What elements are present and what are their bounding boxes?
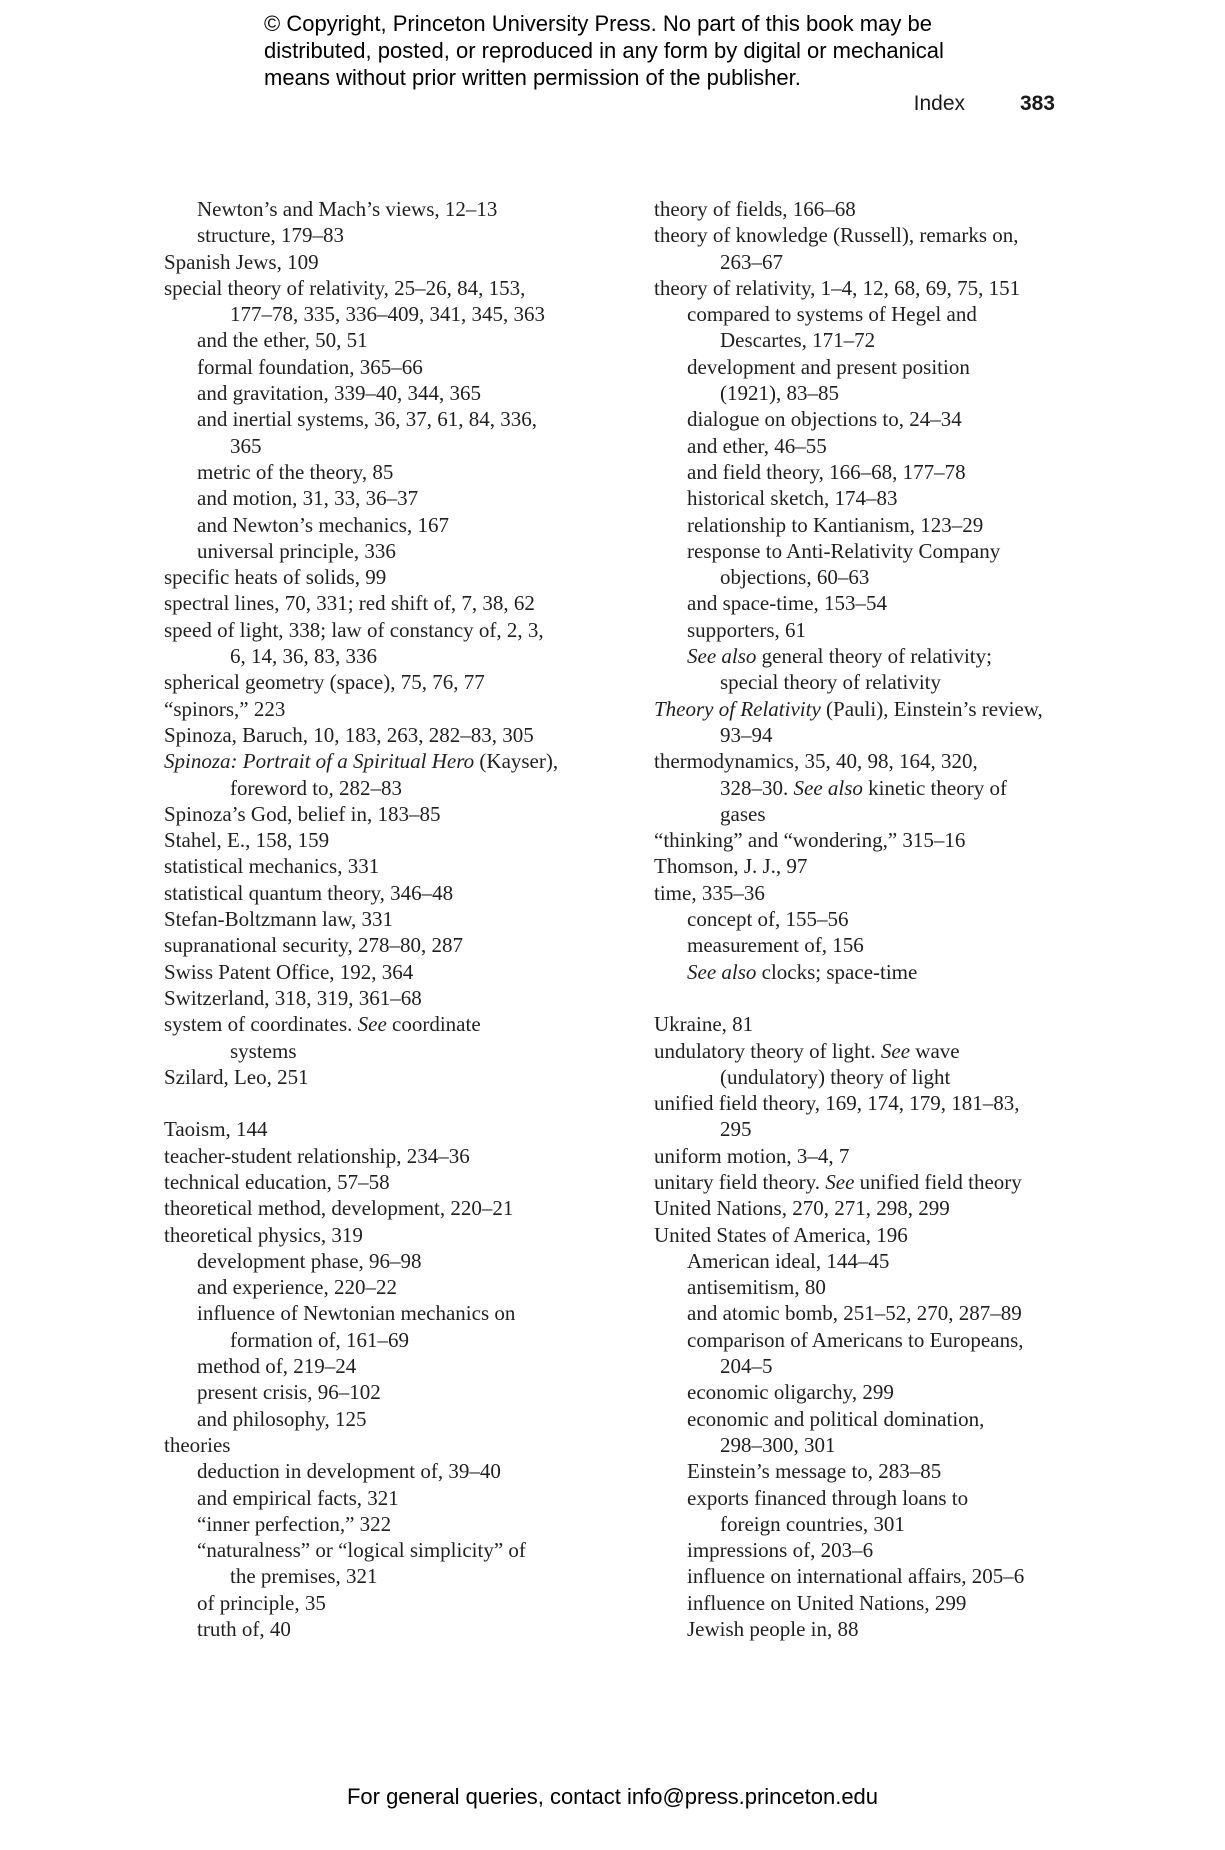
- index-column-left: [164, 196, 634, 1642]
- index-subentry: [654, 380, 1074, 406]
- index-subentry: [164, 1511, 634, 1537]
- entry-text: American ideal, 144–45: [687, 1248, 890, 1273]
- index-subentry: [164, 301, 634, 327]
- entry-text: Einstein’s message to, 283–85: [687, 1459, 942, 1484]
- entry-text: metric of the theory, 85: [197, 459, 394, 484]
- entry-text: antisemitism, 80: [687, 1275, 826, 1300]
- index-subentry: [164, 433, 634, 459]
- index-subentry: [654, 1485, 1074, 1511]
- entry-text: spectral lines, 70, 331; red shift of, 7, 38, 62: [164, 591, 535, 616]
- letter-group-gap: [164, 1090, 634, 1116]
- entry-text: formation of, 161–69: [230, 1327, 410, 1352]
- entry-text: comparison of Americans to Europeans,: [687, 1327, 1024, 1352]
- index-subentry: [164, 1274, 634, 1300]
- entry-text: Szilard, Leo, 251: [164, 1064, 309, 1089]
- copyright-line: means without prior written permission of the publisher.: [264, 65, 801, 90]
- running-head: [0, 92, 1225, 122]
- entry-text: deduction in development of, 39–40: [197, 1459, 501, 1484]
- entry-text: Spinoza, Baruch, 10, 183, 263, 282–83, 305: [164, 722, 534, 747]
- index-subentry: [654, 959, 1074, 985]
- index-subentry: [164, 459, 634, 485]
- entry-text: and philosophy, 125: [197, 1406, 367, 1431]
- entry-text: system of coordinates.: [164, 1012, 358, 1037]
- index-subentry: [164, 354, 634, 380]
- entry-text: United Nations, 270, 271, 298, 299: [654, 1196, 950, 1221]
- index-entry: [164, 1011, 634, 1037]
- entry-text: formal foundation, 365–66: [197, 354, 423, 379]
- index-entry: [164, 696, 634, 722]
- index-entry: [164, 906, 634, 932]
- index-subentry: [164, 485, 634, 511]
- entry-text: Swiss Patent Office, 192, 364: [164, 959, 414, 984]
- entry-text: exports financed through loans to: [687, 1485, 969, 1510]
- index-subentry: [164, 1563, 634, 1589]
- entry-text: 263–67: [720, 249, 783, 274]
- index-entry: [164, 1064, 634, 1090]
- index-subentry: [164, 1406, 634, 1432]
- index-subentry: [164, 512, 634, 538]
- index-subentry: [164, 775, 634, 801]
- entry-text: Spinoza’s God, belief in, 183–85: [164, 801, 441, 826]
- entry-text: systems: [230, 1038, 297, 1063]
- index-subentry: [654, 354, 1074, 380]
- index-subentry: [654, 1563, 1074, 1589]
- index-subentry: [164, 1537, 634, 1563]
- index-subentry: [654, 512, 1074, 538]
- entry-text: Jewish people in, 88: [687, 1617, 859, 1642]
- index-entry: [654, 1090, 1074, 1116]
- index-entry: [654, 827, 1074, 853]
- index-subentry: [654, 1616, 1074, 1642]
- entry-text: (undulatory) theory of light: [720, 1064, 951, 1089]
- index-subentry: [164, 538, 634, 564]
- index-subentry: [164, 406, 634, 432]
- copyright-line: © Copyright, Princeton University Press. No part of this book may be: [264, 11, 932, 36]
- entry-text: influence on United Nations, 299: [687, 1590, 967, 1615]
- entry-text: United States of America, 196: [654, 1222, 908, 1247]
- page-number: 383: [1019, 92, 1055, 115]
- entry-text: special theory of relativity, 25–26, 84, 153,: [164, 275, 526, 300]
- index-subentry: [654, 564, 1074, 590]
- italic-text: See: [880, 1038, 911, 1063]
- index-entry: [164, 827, 634, 853]
- index-entry: [164, 801, 634, 827]
- index-subentry: [164, 1300, 634, 1326]
- entry-text: and ether, 46–55: [687, 433, 827, 458]
- entry-text: foreword to, 282–83: [230, 775, 403, 800]
- letter-group-gap: [654, 985, 1074, 1011]
- index-entry: [164, 1116, 634, 1142]
- index-entry: [164, 617, 634, 643]
- entry-text: and gravitation, 339–40, 344, 365: [197, 381, 482, 406]
- index-entry: [654, 696, 1074, 722]
- entry-text: and experience, 220–22: [197, 1275, 398, 1300]
- index-entry: [654, 1169, 1074, 1195]
- entry-text: “thinking” and “wondering,” 315–16: [654, 828, 966, 853]
- entry-text: statistical quantum theory, 346–48: [164, 880, 454, 905]
- entry-text: foreign countries, 301: [720, 1511, 905, 1536]
- index-entry: [164, 1432, 634, 1458]
- entry-text: economic and political domination,: [687, 1406, 985, 1431]
- index-entry: [164, 590, 634, 616]
- entry-text: teacher-student relationship, 234–36: [164, 1143, 470, 1168]
- entry-text: “spinors,” 223: [164, 696, 286, 721]
- entry-text: truth of, 40: [197, 1617, 291, 1642]
- entry-text: unified field theory: [854, 1169, 1022, 1194]
- index-entry: [654, 222, 1074, 248]
- entry-text: theory of relativity, 1–4, 12, 68, 69, 75, 151: [654, 275, 1021, 300]
- index-entry: [654, 1011, 1074, 1037]
- index-subentry: [164, 1379, 634, 1405]
- entry-text: clocks; space-time: [756, 959, 918, 984]
- index-subentry: [654, 669, 1074, 695]
- entry-text: dialogue on objections to, 24–34: [687, 407, 962, 432]
- index-subentry: [164, 1616, 634, 1642]
- index-entry: [164, 959, 634, 985]
- entry-text: and motion, 31, 33, 36–37: [197, 486, 419, 511]
- italic-text: Spinoza: Portrait of a Spiritual Hero: [164, 749, 475, 774]
- index-entry: [164, 564, 634, 590]
- entry-text: specific heats of solids, 99: [164, 565, 387, 590]
- entry-text: supranational security, 278–80, 287: [164, 933, 463, 958]
- index-subentry: [654, 1406, 1074, 1432]
- index-entry: [654, 1143, 1074, 1169]
- index-subentry: [164, 196, 634, 222]
- index-entry: [164, 880, 634, 906]
- index-entry: [164, 1143, 634, 1169]
- entry-text: supporters, 61: [687, 617, 806, 642]
- index-subentry: [654, 538, 1074, 564]
- running-head-section: Index: [913, 92, 965, 115]
- italic-text: See: [357, 1012, 387, 1037]
- index-subentry: [654, 485, 1074, 511]
- entry-text: theory of knowledge (Russell), remarks on,: [654, 223, 1019, 248]
- index-subentry: [654, 249, 1074, 275]
- entry-text: unified field theory, 169, 174, 179, 181–83,: [654, 1091, 1020, 1116]
- entry-text: 177–78, 335, 336–409, 341, 345, 363: [230, 302, 545, 327]
- entry-text: Switzerland, 318, 319, 361–68: [164, 985, 422, 1010]
- index-subentry: [654, 1274, 1074, 1300]
- index-entry: [164, 853, 634, 879]
- entry-text: gases: [720, 801, 766, 826]
- entry-text: and Newton’s mechanics, 167: [197, 512, 449, 537]
- index-subentry: [164, 1458, 634, 1484]
- italic-text: See: [825, 1169, 855, 1194]
- index-subentry: [164, 1327, 634, 1353]
- index-entry: [654, 196, 1074, 222]
- entry-text: technical education, 57–58: [164, 1169, 390, 1194]
- entry-text: 93–94: [720, 722, 773, 747]
- entry-text: and space-time, 153–54: [687, 591, 888, 616]
- entry-text: theories: [164, 1432, 231, 1457]
- index-subentry: [654, 906, 1074, 932]
- entry-text: objections, 60–63: [720, 565, 870, 590]
- entry-text: “naturalness” or “logical simplicity” of: [197, 1538, 526, 1563]
- entry-text: influence of Newtonian mechanics on: [197, 1301, 516, 1326]
- index-subentry: [654, 1064, 1074, 1090]
- index-entry: [164, 1222, 634, 1248]
- entry-text: 298–300, 301: [720, 1432, 836, 1457]
- copyright-notice: [264, 10, 1024, 91]
- entry-text: speed of light, 338; law of constancy of, 2, 3,: [164, 617, 544, 642]
- index-entry: [164, 748, 634, 774]
- index-subentry: [654, 1353, 1074, 1379]
- index-subentry: [654, 1300, 1074, 1326]
- entry-text: and inertial systems, 36, 37, 61, 84, 336,: [197, 407, 538, 432]
- entry-text: method of, 219–24: [197, 1354, 357, 1379]
- index-subentry: [654, 459, 1074, 485]
- entry-text: time, 335–36: [654, 880, 765, 905]
- index-subentry: [654, 1327, 1074, 1353]
- index-entry: [654, 1222, 1074, 1248]
- entry-text: coordinate: [386, 1012, 481, 1037]
- entry-text: 6, 14, 36, 83, 336: [230, 644, 377, 669]
- entry-text: impressions of, 203–6: [687, 1538, 874, 1563]
- index-entry: [654, 880, 1074, 906]
- italic-text: See also: [793, 775, 863, 800]
- entry-text: wave: [910, 1038, 960, 1063]
- entry-text: and field theory, 166–68, 177–78: [687, 459, 966, 484]
- entry-text: development phase, 96–98: [197, 1248, 422, 1273]
- entry-text: Thomson, J. J., 97: [654, 854, 808, 879]
- italic-text: See also: [687, 959, 757, 984]
- entry-text: special theory of relativity: [720, 670, 942, 695]
- entry-text: of principle, 35: [197, 1590, 326, 1615]
- entry-text: Newton’s and Mach’s views, 12–13: [197, 197, 498, 221]
- index-subentry: [654, 1590, 1074, 1616]
- entry-text: present crisis, 96–102: [197, 1380, 381, 1405]
- entry-text: the premises, 321: [230, 1564, 378, 1589]
- entry-text: economic oligarchy, 299: [687, 1380, 894, 1405]
- entry-text: and atomic bomb, 251–52, 270, 287–89: [687, 1301, 1022, 1326]
- index-entry: [654, 275, 1074, 301]
- entry-text: (1921), 83–85: [720, 381, 839, 406]
- index-entry: [654, 1038, 1074, 1064]
- index-entry: [164, 932, 634, 958]
- index-entry: [164, 669, 634, 695]
- index-entry: [654, 748, 1074, 774]
- italic-text: See also: [687, 644, 757, 669]
- entry-text: uniform motion, 3–4, 7: [654, 1143, 850, 1168]
- entry-text: kinetic theory of: [862, 775, 1007, 800]
- entry-text: theoretical physics, 319: [164, 1222, 363, 1247]
- entry-text: relationship to Kantianism, 123–29: [687, 512, 984, 537]
- index-entry: [654, 1195, 1074, 1221]
- index-subentry: [654, 617, 1074, 643]
- entry-text: 365: [230, 433, 262, 458]
- index-subentry: [654, 1458, 1074, 1484]
- index-subentry: [654, 301, 1074, 327]
- entry-text: concept of, 155–56: [687, 907, 849, 932]
- entry-text: Stahel, E., 158, 159: [164, 828, 330, 853]
- index-subentry: [164, 222, 634, 248]
- index-subentry: [164, 327, 634, 353]
- index-subentry: [164, 380, 634, 406]
- index-subentry: [654, 590, 1074, 616]
- index-subentry: [654, 643, 1074, 669]
- entry-text: (Kayser),: [474, 749, 559, 774]
- index-subentry: [654, 1511, 1074, 1537]
- index-column-right: [654, 196, 1074, 1642]
- index-subentry: [654, 1116, 1074, 1142]
- entry-text: “inner perfection,” 322: [197, 1511, 392, 1536]
- index-subentry: [654, 801, 1074, 827]
- entry-text: Ukraine, 81: [654, 1012, 754, 1037]
- entry-text: Descartes, 171–72: [720, 328, 876, 353]
- index-subentry: [164, 643, 634, 669]
- index-entry: [164, 1169, 634, 1195]
- entry-text: universal principle, 336: [197, 538, 396, 563]
- entry-text: 328–30.: [720, 775, 794, 800]
- entry-text: general theory of relativity;: [756, 644, 992, 669]
- entry-text: structure, 179–83: [197, 223, 344, 248]
- copyright-line: distributed, posted, or reproduced in any form by digital or mechanical: [264, 38, 944, 63]
- index-entry: [164, 275, 634, 301]
- entry-text: 204–5: [720, 1354, 773, 1379]
- entry-text: theory of fields, 166–68: [654, 197, 856, 221]
- italic-text: Theory of Relativity: [654, 696, 821, 721]
- entry-text: Taoism, 144: [164, 1117, 268, 1142]
- index-entry: [164, 985, 634, 1011]
- index-subentry: [654, 932, 1074, 958]
- entry-text: historical sketch, 174–83: [687, 486, 898, 511]
- entry-text: compared to systems of Hegel and: [687, 302, 977, 327]
- index-subentry: [164, 1248, 634, 1274]
- index-subentry: [654, 327, 1074, 353]
- index-subentry: [654, 775, 1074, 801]
- index-subentry: [164, 1590, 634, 1616]
- entry-text: and empirical facts, 321: [197, 1485, 399, 1510]
- entry-text: measurement of, 156: [687, 933, 864, 958]
- index-subentry: [164, 1353, 634, 1379]
- entry-text: 295: [720, 1117, 752, 1142]
- index-subentry: [164, 1485, 634, 1511]
- entry-text: influence on international affairs, 205–6: [687, 1564, 1025, 1589]
- entry-text: undulatory theory of light.: [654, 1038, 881, 1063]
- index-entry: [654, 853, 1074, 879]
- entry-text: unitary field theory.: [654, 1169, 826, 1194]
- entry-text: development and present position: [687, 354, 970, 379]
- footer-contact: For general queries, contact info@press.princeton.edu: [346, 1784, 879, 1809]
- entry-text: response to Anti-Relativity Company: [687, 538, 1001, 563]
- entry-text: and the ether, 50, 51: [197, 328, 368, 353]
- index-subentry: [654, 1248, 1074, 1274]
- index-entry: [164, 1195, 634, 1221]
- entry-text: thermodynamics, 35, 40, 98, 164, 320,: [654, 749, 978, 774]
- index-subentry: [654, 1537, 1074, 1563]
- index-subentry: [654, 406, 1074, 432]
- entry-text: Stefan-Boltzmann law, 331: [164, 907, 394, 932]
- index-entry: [164, 722, 634, 748]
- entry-text: theoretical method, development, 220–21: [164, 1196, 514, 1221]
- index-entry: [164, 249, 634, 275]
- index-subentry: [654, 433, 1074, 459]
- entry-text: Spanish Jews, 109: [164, 249, 319, 274]
- index-subentry: [654, 1379, 1074, 1405]
- index-subentry: [164, 1038, 634, 1064]
- index-subentry: [654, 722, 1074, 748]
- index-subentry: [654, 1432, 1074, 1458]
- entry-text: (Pauli), Einstein’s review,: [820, 696, 1043, 721]
- entry-text: statistical mechanics, 331: [164, 854, 380, 879]
- entry-text: spherical geometry (space), 75, 76, 77: [164, 670, 485, 695]
